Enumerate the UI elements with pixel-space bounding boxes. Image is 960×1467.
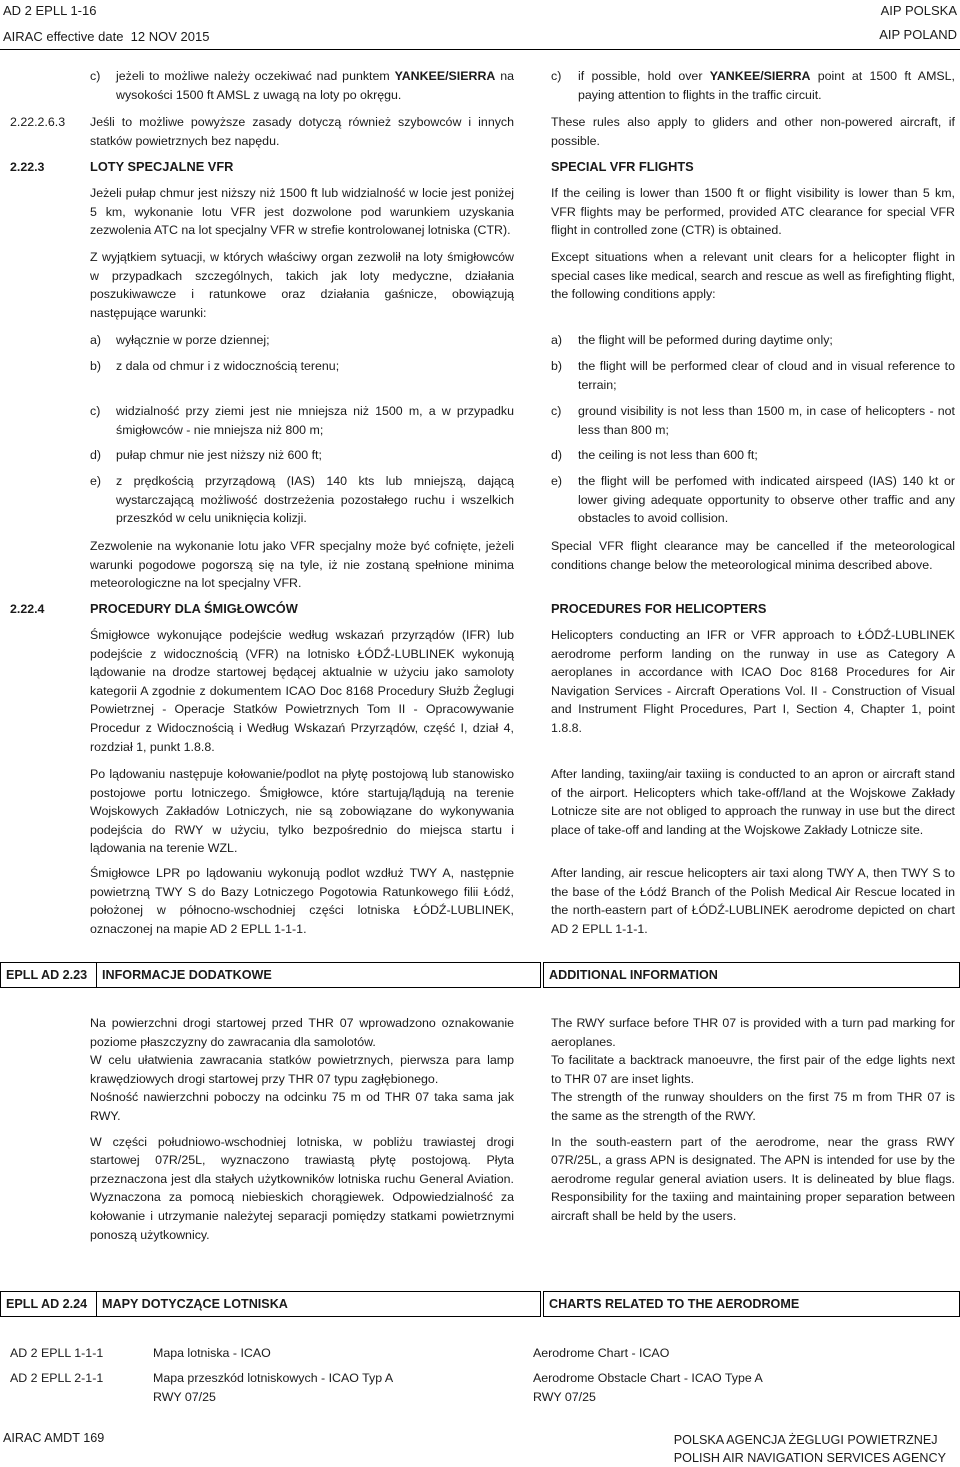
chart-ref: AD 2 EPLL 2-1-1 xyxy=(10,1371,104,1385)
air-rescue-en: After landing, air rescue helicopters air taxi along TWY A, then TWY S to the base of the Łódź Branch of the Polish Medical Air Rescue located in the north-eastern part of ŁÓDŹ-LUBLINEK aerodrome depicted on chart AD 2 EPLL 1-1-1. xyxy=(551,866,955,936)
helicopter-approach-pl: Śmigłowce wykonujące podejście według wskazań przyrządów (IFR) lub podejście z widocznością (VFR) na lotnisko ŁÓDŹ-LUBLINEK wykonują lądowanie na drodze startowej będącej aktualnie w użyciu jako samoloty kategorii A zgodnie z dokumentem ICAO Doc 8168 Procedury Służb Żeglugi Powietrznej - Operacje Statków Powietrznych Tom II - Opracowywanie Procedur z Widocznością i Według Wskazań Przyrządów, część I, dział 4, rozdział 1, punkt 1.8.8. xyxy=(90,628,514,754)
organization: POLSKA AGENCJA ŻEGLUGI POWIETRZNEJ POLISH AIR NAVIGATION SERVICES AGENCY xyxy=(673,1433,946,1465)
section-title-pl: MAPY DOTYCZĄCE LOTNISKA xyxy=(96,1291,541,1317)
section-bar-2-24 xyxy=(0,1291,960,1319)
section-code: EPLL AD 2.23 xyxy=(0,962,97,988)
gliders-paragraph-en: These rules also apply to gliders and other non-powered aircraft, if possible. xyxy=(551,115,955,148)
chart-ref: AD 2 EPLL 1-1-1 xyxy=(10,1346,104,1360)
gliders-paragraph-pl: Jeśli to możliwe powyższe zasady dotyczą również szybowców i innych statków powietrznych bez napędu. xyxy=(90,115,514,148)
section-title-pl: LOTY SPECJALNE VFR xyxy=(90,159,234,174)
waypoint-name: YANKEE/SIERRA xyxy=(709,69,811,83)
airac-date: 12 NOV 2015 xyxy=(130,29,210,44)
special-vfr-conditions-pl: Z wyjątkiem sytuacji, w których właściwy organ zezwolił na loty śmigłowców w przypadkach szczególnych, takich jak loty medyczne, działania poszukiwawcze i ratunkowe oraz działania gaśnicze, obowiązują następujące warunki: xyxy=(90,250,514,320)
section-code: EPLL AD 2.24 xyxy=(0,1291,97,1317)
section-title-pl: INFORMACJE DODATKOWE xyxy=(96,962,541,988)
section-bar-2-23 xyxy=(0,962,960,990)
hold-paragraph-en: if possible, hold over YANKEE/SIERRA point at 1500 ft AMSL, paying attention to flights in the traffic circuit. xyxy=(578,69,955,102)
clearance-cancel-en: Special VFR flight clearance may be cancelled if the meteorological conditions change below the meteorological minima described above. xyxy=(551,539,955,572)
waypoint-name: YANKEE/SIERRA xyxy=(394,69,496,83)
helicopter-taxi-pl: Po lądowaniu następuje kołowanie/podlot na płytę postojową lub stanowisko postojowe portu lotniczego. Śmigłowce, które startują/lądują na terenie Wojskowych Zakładów Lotniczych, nie są zobowiązane do wykonywania podejścia do RWY w użyciu, tylko bezpośrednio do miejsca startu i lądowania na terenie WZL. xyxy=(90,767,514,856)
section-title-en: PROCEDURES FOR HELICOPTERS xyxy=(551,601,767,616)
section-number: 2.22.2.6.3 xyxy=(10,115,66,129)
chart-name-pl: Mapa przeszkód lotniskowych - ICAO Typ A RWY 07/25 xyxy=(153,1371,394,1404)
special-vfr-conditions-en: Except situations when a relevant unit clears for a helicopter flight in special cases like medical, search and rescue as well as firefighting flight, the following conditions apply: xyxy=(551,250,955,302)
item-label: c) xyxy=(551,69,562,83)
special-vfr-intro-pl: Jeżeli pułap chmur jest niższy niż 1500 ft lub widzialność w locie jest poniżej 5 km, wykonanie lotu VFR jest dozwolone pod warunkiem uzyskania zezwolenia ATC na lot specjalny VFR w strefie kontrolowanej lotniska (CTR). xyxy=(90,186,514,238)
aip-en: AIP POLAND xyxy=(879,27,957,42)
section-title-en: SPECIAL VFR FLIGHTS xyxy=(551,159,694,174)
item-label: c) xyxy=(90,69,101,83)
doc-code: AD 2 EPLL 1-16 xyxy=(3,3,97,18)
additional-info-pl: Na powierzchni drogi startowej przed THR 07 wprowadzono oznakowanie poziome płaszczyzny do zawracania dla samolotów. W celu ułatwienia zawracania statków powietrznych, pierwsza para lamp krawędziowych drogi startowej przy THR 07 typu zagłębionego. Nośność nawierzchni poboczy na odcinku 75 m od THR 07 taka sama jak RWY. W części południowo-wschodniej lotniska, w pobliżu trawiastej drogi startowej 07R/25L, wyznaczono trawiastą płytę postojową. Płyta przeznaczona jest dla stałych użytkowników lotniska ruchu General Aviation. Wyznaczona za pomocą niebieskich chorągiewek. Odpowiedzialność za kołowanie i utrzymanie należytej separacji pomiędzy statkami powietrznymi ponoszą użytkownicy. xyxy=(90,1016,514,1242)
airac-effective-label: AIRAC effective date 12 NOV 2015 xyxy=(3,29,210,44)
clearance-cancel-pl: Zezwolenie na wykonanie lotu jako VFR specjalny może być cofnięte, jeżeli warunki pogodowe pogorszą się na tyle, iż nie zostaną spełnione minima meteorologiczne na lot specjalny VFR. xyxy=(90,539,514,591)
section-title-en: CHARTS RELATED TO THE AERODROME xyxy=(543,1291,960,1317)
hold-paragraph-pl: jeżeli to możliwe należy oczekiwać nad punktem YANKEE/SIERRA na wysokości 1500 ft AMSL z uwagą na loty po okręgu. xyxy=(116,69,514,102)
special-vfr-intro-en: If the ceiling is lower than 1500 ft or flight visibility is lower than 5 km, VFR flights may be performed, provided ATC clearance for special VFR flight in controlled zone (CTR) is obtained. xyxy=(551,186,955,238)
air-rescue-pl: Śmigłowce LPR po lądowaniu wykonują podlot wzdłuż TWY A, następnie powietrzną TWY S do Bazy Lotniczego Pogotowia Ratunkowego filii Łódź, położonej w północno-wschodniej części lotniska ŁÓDŹ-LUBLINEK, oznaczonej na mapie AD 2 EPLL 1-1-1. xyxy=(90,866,514,936)
chart-name-en: Aerodrome Chart - ICAO xyxy=(533,1346,670,1360)
section-title-en: ADDITIONAL INFORMATION xyxy=(543,962,960,988)
additional-info-en: The RWY surface before THR 07 is provided with a turn pad marking for aeroplanes. To facilitate a backtrack manoeuvre, the first pair of the edge lights next to THR 07 are inset lights. The strength of the runway shoulders on the first 75 m from THR 07 is the same as the strength of the RWY. In the south-eastern part of the aerodrome, near the grass RWY 07R/25L, a grass APN is designated. The APN is intended for use by the aerodrome regular general aviation users. It is delineated by blue flags. Responsibility for the taxiing and maintaining proper separation between aircraft shall be held by the users. xyxy=(551,1016,955,1223)
section-number: 2.22.3 xyxy=(10,160,45,174)
section-number: 2.22.4 xyxy=(10,602,45,616)
airac-amendment: AIRAC AMDT 169 xyxy=(3,1431,105,1445)
helicopter-taxi-en: After landing, taxiing/air taxiing is conducted to an apron or aircraft stand of the airport. Helicopters which take-off/land at the Wojskowe Zakłady Lotnicze site are not obliged to approach the runway in use but the direct place of take-off and landing at the Wojskowe Zakłady Lotnicze site. xyxy=(551,767,955,837)
chart-name-en: Aerodrome Obstacle Chart - ICAO Type A RWY 07/25 xyxy=(533,1371,763,1404)
aip-pl: AIP POLSKA xyxy=(880,3,957,18)
header-divider xyxy=(0,49,960,50)
section-title-pl: PROCEDURY DLA ŚMIGŁOWCÓW xyxy=(90,601,298,616)
helicopter-approach-en: Helicopters conducting an IFR or VFR approach to ŁÓDŹ-LUBLINEK aerodrome perform landing on the runway in use as Category A aeroplanes in accordance with ICAO Doc 8168 Procedures for Air Navigation Services - Aircraft Operations Vol. II - Construction of Visual and Instrument Flight Procedures, Part I, Section 4, Chapter 1, point 1.8.8. xyxy=(551,628,955,735)
chart-name-pl: Mapa lotniska - ICAO xyxy=(153,1346,271,1360)
